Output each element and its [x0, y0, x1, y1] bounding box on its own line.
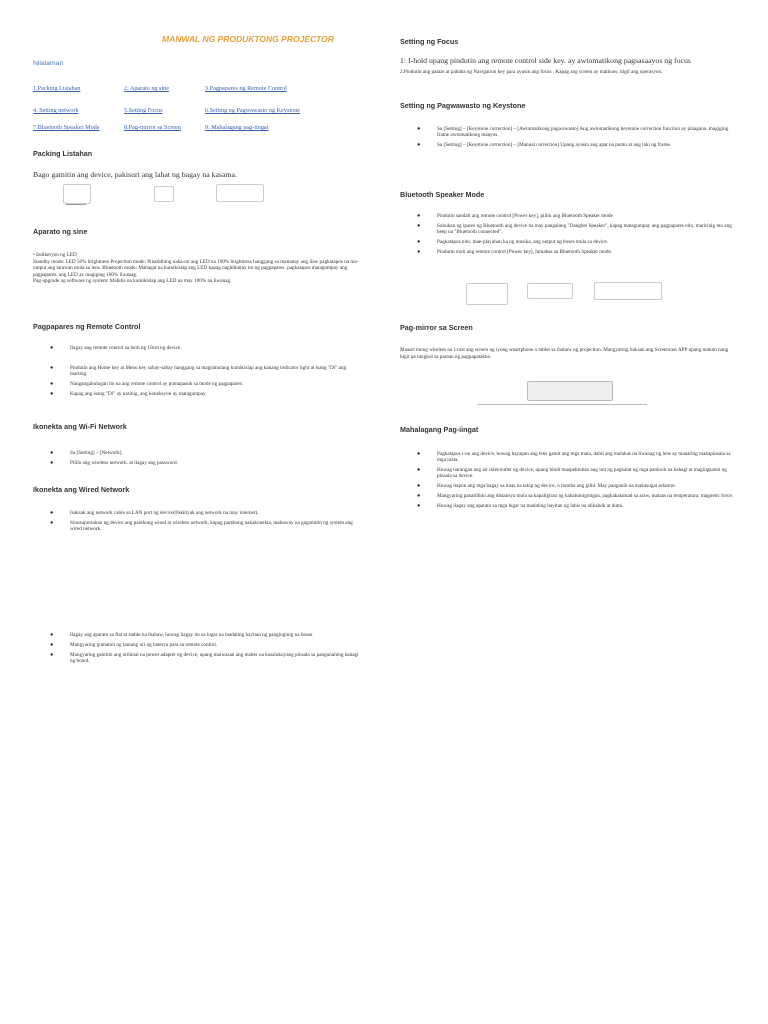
keystone-item: ● Sa [Setting] – [Keystone correction] – [Awtomatikong pagwawasto] Ang awtomatikong keystone correction function ay pinagana. magiging frame awtomatikong maayos.	[417, 126, 735, 138]
focus-heading: Setting ng Focus	[400, 37, 459, 46]
device-front-image	[527, 283, 573, 299]
power-adapter-image	[216, 184, 264, 202]
mirror-heading: Pag-mirror sa Screen	[400, 323, 473, 332]
safety-item: ● Ilagay ang aparato sa flat at stable na ibabaw, huwag ilagay ito sa lugar na madaling hayitan ng panginginig na bosas	[50, 632, 360, 638]
mirror-text: Maaari mong wireless na i-cast ang screen ng iyong smartphone o tablet sa ibabaw ng projection. Mangyaring buksan ang Screencast APP upang matuto nang higit pa tungkol sa paraan ng pagpapatakbo.	[400, 347, 729, 360]
remote-control-image	[154, 186, 174, 202]
toc-item-aparato[interactable]: 2. Aparato ng sine	[124, 85, 170, 92]
wired-list	[50, 510, 360, 536]
remote-heading: Pagpapares ng Remote Control	[33, 322, 141, 331]
remote-item: ● Kapag ang isang "Di" ay narinig, ang koneksyon ay matagumpay.	[50, 391, 350, 397]
pag-iingat-list	[417, 451, 735, 512]
bluetooth-item: ● Pindutin sandali ang remote control [Power key], piliin ang Bluetooth Speaker mode.	[417, 213, 735, 219]
device-top-image	[594, 282, 662, 300]
wired-item: ● Sinusuportahan ng device ang parehong wired at wireless network, kapag parehong nakakonekta, mabuway na gagamitin ng system ang wired network.	[50, 520, 360, 532]
wired-item: ● Isaksak ang network cable sa LAN port ng device(Pakitiyak ang network na may internet).	[50, 510, 360, 516]
toc-item-pag-iingat[interactable]: 9. Mahalagang pag-iingat	[205, 124, 269, 131]
projector-image	[63, 184, 91, 204]
keystone-item: ● Sa [Setting] – [Keystone correction] – [Manual correction] Upang ayusin ang apat na punto at ang laki ng frame.	[417, 142, 735, 148]
bluetooth-heading: Bluetooth Speaker Mode	[400, 190, 485, 199]
pag-iingat-item: ● Huwag ilagay ang aparato sa mga lugar na madaling hayitan ng labis na alikabok at dumi.	[417, 503, 735, 509]
pag-iingat-item: ● Huwag itapon ang mga bagay sa itaas na takip ng device, o itumba ang gilid. May panganib na makasugat selamin.	[417, 483, 735, 489]
toc-item-keystone[interactable]: 6.Setting ng Pagwawasto ng Keystone	[205, 107, 301, 114]
toc-item-packing[interactable]: 1.Packing Listahan	[33, 85, 81, 92]
projector-stand-line	[66, 204, 86, 205]
remote-list	[50, 345, 350, 401]
bluetooth-item: ● Pagkatapos nito, mae-playahan ka ng musika, ang output ng boses mula sa device.	[417, 239, 735, 245]
aparato-heading: Aparato ng sine	[33, 227, 88, 236]
toc-item-remote[interactable]: 3.Pagpapares ng Remote Control	[205, 85, 287, 92]
aparato-text: • Indikeryon ng LED Standby mode: LED 50% brightness Projection mode: Pinatitibing naka-on ang LED na 100% brightness hanggang sa mamatay ang ilaw pagkatapos na ma-output ang larawan mula sa lens. Bluetooth mode: Mabagal na kumikislap ang LED kapag naghihintay ito ng pagpapares. pagkatapos matagumpay ang pagpapares, ang LED ay magiging 100% liwanag. Pag-upgrade ng software ng system: Mabilis na kumikislap ang LED na may 100% na liwanag.	[33, 252, 359, 285]
pag-iingat-item: ● Mangyaring panatilihin ang distansya mula sa kapaligiran ng kahalumigmigan, pagkakalantad sa araw, mataas na temperatura, magnetic force.	[417, 493, 735, 499]
bluetooth-item: ● Pindutin muli ang remote control [Power key], lumabas sa Bluetooth Speaker mode.	[417, 249, 735, 255]
keystone-list	[417, 126, 735, 152]
pag-iingat-item: ● Huwag harangan ang air inlet/outlet ng device, upang hindi maapektuhan ang init ng pagkalat ng mga panloob na bahagi at magingsanhi ng pinsala sa device.	[417, 467, 735, 479]
wifi-item: ● Sa [Setting] – [Network]	[50, 450, 350, 456]
pag-iingat-item: ● Pagkatapos i-on ang device, huwag hayapan ang lens gamit ang mga mata, dahil ang malakas na liwanag ng lens ay maaaring makapinsala sa mga mata.	[417, 451, 735, 463]
keystone-heading: Setting ng Pagwawasto ng Keystone	[400, 101, 526, 110]
toc-heading: Nilalaman	[33, 60, 64, 67]
wifi-item: ● Piliin ang wireless network. at ilagay ang password.	[50, 460, 350, 466]
toc-item-network[interactable]: 4. Setting network	[33, 107, 79, 114]
toc-item-bluetooth[interactable]: 7.Bluetooth Speaker Mode	[33, 124, 100, 131]
safety-item: ● Mangyaring gamitin ang orihinal na power adapter ng device, upang maiwasan ang matter na kasalukuyang pinsala sa pangunahing bahagi ng board.	[50, 652, 360, 664]
wifi-list	[50, 450, 350, 470]
remote-item: ● Nangangahulugan ito na ang remote control ay pumapasok sa mode ng pagpapares.	[50, 381, 350, 387]
wired-heading: Ikonekta ang Wired Network	[33, 485, 130, 494]
remote-item: ● Ilagay ang remote control sa loob ng 10cm ng device.	[50, 345, 350, 351]
bluetooth-item: ● Subukan ng ipares ng Bluetooth ang device na may pangalang "Dangbei Speaker", kapag matagumpay ang pagpapares nito, maririnig mo ang beep na "Bluetooth connected".	[417, 223, 735, 235]
wifi-heading: Ikonekta ang Wi-Fi Network	[33, 422, 127, 431]
screen-mirror-image	[527, 381, 613, 401]
document-title: MANWAL NG PRODUKTONG PROJECTOR	[162, 34, 334, 44]
remote-item: ● Pindutin ang Home key at Menu key sabay-sabay hanggang sa magsimulang kumikislap ang kanang indicator light at isang "Di" ang marinig.	[50, 365, 350, 377]
packing-text: Bago gamitin ang device, pakisuri ang lahat ng bagay na kasama.	[33, 170, 237, 179]
packing-heading: Packing Listahan	[33, 149, 93, 158]
safety-item: ● Mangyaring gumamit ng tamang uri ng baterya para sa remote control.	[50, 642, 360, 648]
safety-list-left	[50, 632, 360, 668]
focus-line-2: 2.Pindutin ang pataas at pababa ng Navigation key para ayusin ang focus . Kapag ang screen ay malinaw, itigil ang operasyon.	[400, 69, 663, 75]
toc-item-focus[interactable]: 5.Setting Focus	[124, 107, 163, 114]
mirror-figure-line	[477, 404, 647, 405]
pag-iingat-heading: Mahalagang Pag-iingat	[400, 425, 479, 434]
focus-line-1: 1: I-hold upang pindutin ang remote control side key. ay awtomatikong pagsasaayos ng focus	[400, 56, 691, 65]
toc-item-mirror[interactable]: 8.Pag-mirror sa Screen	[124, 124, 181, 131]
device-side-image	[466, 283, 508, 305]
bluetooth-list	[417, 213, 735, 258]
